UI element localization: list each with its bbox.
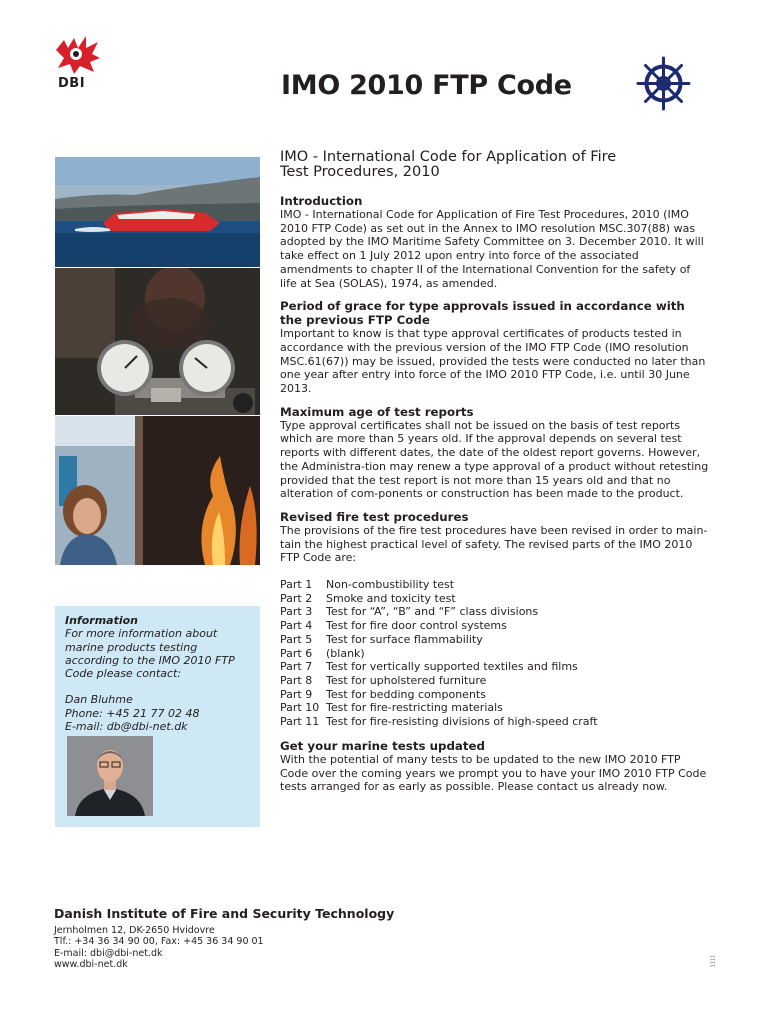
part-description: Test for “A”, “B” and “F” class divisions [326,605,539,619]
organization-name: Danish Institute of Fire and Security Technology [54,906,395,921]
part-description: (blank) [326,646,365,660]
part-description: Test for fire-resisting divisions of high-speed craft [326,715,598,729]
list-item [280,715,710,729]
section-heading-maximum-age: Maximum age of test reports [280,404,474,419]
part-number: Part 8 [280,673,313,687]
document-subtitle [280,150,710,180]
list-item [280,674,710,688]
contact-phone: Phone: +45 21 77 02 48 [65,706,200,720]
part-number: Part 11 [280,715,320,729]
parts-list [280,578,710,729]
section-body-period-of-grace: Important to know is that type approval certificates of products tested in accordance with the previous version of the IMO FTP Code (IMO resolution MSC.61(67)) may be issued, provided the tests were conducted no later than one year after entry into force of the IMO 2010 FTP Code, i.e. until 30 June 2013. [280,327,706,396]
footer [54,908,394,971]
part-description: Test for upholstered furniture [326,673,487,687]
part-description: Non-combustibility test [326,578,455,592]
fire-test-lab-photo [55,416,260,565]
list-item [280,605,710,619]
footer-email: E-mail: dbi@dbi-net.dk [54,947,163,959]
part-number: Part 2 [280,591,313,605]
section-heading-revised-procedures: Revised fire test procedures [280,509,469,524]
info-description: For more information about marine products testing according to the IMO 2010 FTP Code please contact: [65,627,235,681]
section-body-revised-procedures: The provisions of the fire test procedures have been revised in order to main-tain the highest practical level of safety. The revised parts of the IMO 2010 FTP Code are: [280,523,708,565]
section-body-maximum-age: Type approval certificates shall not be issued on the basis of test reports which are more than 5 years old. If the approval depends on several test reports with different dates, the date of the oldest report governs. However, the Administra-tion may renew a type approval of a product without retesting provided that the test report is not more than 15 years old and that no alteration of com-ponents or construction has been made to the product. [280,418,709,501]
contact-portrait [67,736,153,816]
ferry-photo [55,157,260,267]
part-description: Test for surface flammability [326,632,483,646]
part-description: Smoke and toxicity test [326,591,456,605]
logo-text: DBI [58,76,86,91]
list-item [280,660,710,674]
footer-website: www.dbi-net.dk [54,959,128,970]
part-number: Part 10 [280,701,320,715]
part-number: Part 7 [280,660,313,674]
part-number: Part 3 [280,605,313,619]
pressure-gauges-photo [55,268,260,415]
part-number: Part 4 [280,619,313,633]
footer-address: Jernholmen 12, DK-2650 Hvidovre [54,924,215,936]
main-content [280,150,710,803]
list-item [280,688,710,702]
section-heading-get-tests-updated: Get your marine tests updated [280,738,485,753]
part-number: Part 1 [280,578,313,592]
section-heading-period-of-grace: Period of grace for type approvals issued in accordance with the previous FTP Code [280,299,685,328]
footer-phone-fax: Tlf.: +34 36 34 90 00, Fax: +45 36 34 90 01 [54,936,264,947]
list-item [280,619,710,633]
contact-info-box [55,606,260,827]
subtitle-line-1: IMO - International Code for Application of Fire [280,149,617,165]
dbi-logo [54,36,100,92]
info-heading: Information [65,614,138,627]
list-item [280,647,710,661]
contact-info-text [65,614,252,733]
list-item [280,701,710,715]
part-description: Test for bedding components [326,687,486,701]
page-title: IMO 2010 FTP Code [281,70,572,101]
list-item [280,592,710,606]
section-heading-introduction: Introduction [280,194,363,208]
ship-wheel-icon [636,56,691,111]
part-number: Part 9 [280,687,313,701]
part-description: Test for fire door control systems [326,619,507,633]
contact-name: Dan Bluhme [65,693,133,707]
part-description: Test for vertically supported textiles and films [326,660,578,674]
subtitle-line-2: Test Procedures, 2010 [280,164,440,180]
section-body-get-tests-updated: With the potential of many tests to be updated to the new IMO 2010 FTP Code over the coming years we prompt you to have your IMO 2010 FTP Code tests arranged for as early as possible. Please contact us already now. [280,752,707,794]
list-item [280,578,710,592]
part-number: Part 6 [280,646,313,660]
section-body-introduction: IMO - International Code for Application of Fire Test Procedures, 2010 (IMO 2010 FTP Code) as set out in the Annex to IMO resolution MSC.307(88) was adopted by the IMO Maritime Safety Committee on 3. December 2010. It will take effect on 1 July 2012 upon entry into force of the associated amendments to chapter II of the International Convention for the safety of life at Sea (SOLAS), 1974, as amended. [280,208,704,290]
list-item [280,633,710,647]
side-code: 1111 [710,954,717,968]
contact-email: E-mail: db@dbi-net.dk [65,720,188,734]
flame-icon [54,36,100,74]
part-description: Test for fire-restricting materials [326,701,503,715]
part-number: Part 5 [280,632,313,646]
